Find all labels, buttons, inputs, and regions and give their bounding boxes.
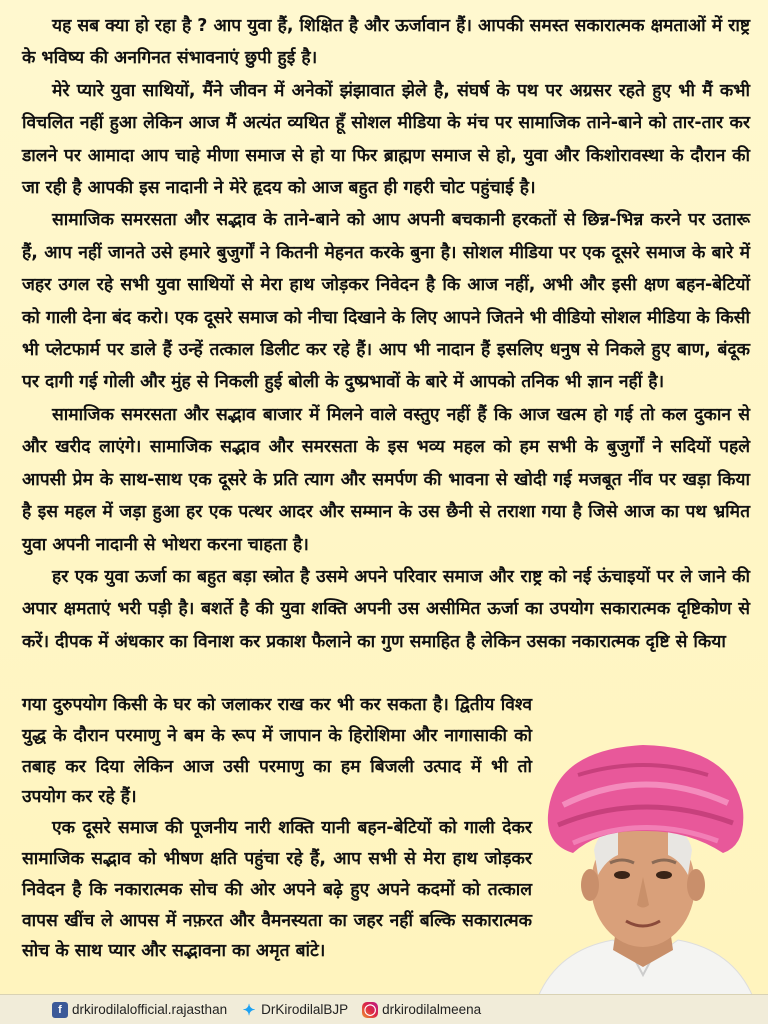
paragraph-5: हर एक युवा ऊर्जा का बहुत बड़ा स्त्रोत है उसमे अपने परिवार समाज और राष्ट्र को नई ऊंचाइयों पर ले जाने की अपार क्षमताएं भरी पड़ी है। बशर्ते है की युवा शक्ति अपनी उस असीमित ऊर्जा का उपयोग सकारात्मक दृष्टिकोण से करें। दीपक में अंधकार का विनाश कर प्रकाश फैलाने का गुण समाहित है लेकिन उसका नकारात्मक दृष्टि से किया — [22, 566, 750, 652]
paragraph-1: यह सब क्या हो रहा है ? आप युवा हैं, शिक्षित है और ऊर्जावान हैं। आपकी समस्त सकारात्मक क्षमताओं में राष्ट्र के भविष्य की अनगिनत संभावनाएं छुपी हुई है। — [22, 16, 750, 69]
instagram-icon: ◯ — [362, 1002, 378, 1018]
paragraph-6: गया दुरुपयोग किसी के घर को जलाकर राख कर भी कर सकता है। द्वितीय विश्व युद्ध के दौरान परमाणु ने बम के रूप में जापान के हिरोशिमा और नागासाकी को तबाह कर दिया लेकिन आज उसी परमाणु का हम बिजली उत्पाद में भी तो उपयोग कर रहे हैं। — [22, 695, 532, 808]
portrait-illustration — [518, 735, 768, 997]
paragraph-4: सामाजिक समरसता और सद्भाव बाजार में मिलने वाले वस्तुए नहीं हैं कि आज खत्म हो गई तो कल दुकान से और खरीद लाएंगे। सामाजिक सद्भाव और समरसता के इस भव्य महल को हम सभी के बुजुर्गों ने सदियों पहले आपसी प्रेम के साथ-साथ एक दूसरे के प्रति त्याग और समर्पण की भावना से खोदी गई मजबूत नींव पर खड़ा किया है इस महल में जड़ा हुआ हर एक पत्थर आदर और सम्मान के उस छैनी से तराशा गया है जिसे आज का पथ भ्रमित युवा अपनी नादानी से भोथरा करना चाहता है। — [22, 404, 750, 555]
twitter-handle-text: DrKirodilalBJP — [261, 1002, 349, 1017]
letter-body-bottom — [22, 690, 532, 967]
facebook-handle[interactable] — [52, 1002, 227, 1018]
facebook-handle-text: drkirodilalofficial.rajasthan — [72, 1002, 228, 1017]
portrait-image — [518, 735, 768, 997]
social-footer — [0, 994, 768, 1024]
paragraph-7: एक दूसरे समाज की पूजनीय नारी शक्ति यानी बहन-बेटियों को गाली देकर सामाजिक सद्भाव को भीषण क्षति पहुंचा रहे हैं, आप सभी से मेरा हाथ जोड़कर निवेदन है कि नकारात्मक सोच की ओर अपने बढ़े हुए अपने कदमों को तत्काल वापस खींच ले आपस में नफ़रत और वैमनस्यता का जहर नहीं बल्कि सकारात्मक सोच के साथ प्यार और सद्भावना का अमृत बांटे। — [22, 818, 532, 962]
paragraph-3: सामाजिक समरसता और सद्भाव के ताने-बाने को आप अपनी बचकानी हरकतों से छिन्न-भिन्न करने पर उतारू हैं, आप नहीं जानते उसे हमारे बुजुर्गों ने कितनी मेहनत करके बुना है। सोशल मीडिया पर एक दूसरे समाज के बारे में जहर उगल रहे सभी युवा साथियों से मेरा हाथ जोड़कर निवेदन है कि आज नहीं, अभी और इसी क्षण बहन-बेटियों को गाली देना बंद करो। एक दूसरे समाज को नीचा दिखाने के लिए आपने जितने भी वीडियो सोशल मीडिया के किसी भी प्लेटफार्म पर डाले हैं उन्हें तत्काल डिलीट कर रहे हैं। आप भी नादान हैं इसलिए धनुष से निकले हुए बाण, बंदूक पर दागी गई गोली और मुंह से निकली हुई बोली के दुष्प्रभावों के बारे में आपको तनिक भी ज्ञान नहीं है। — [22, 210, 750, 393]
twitter-handle[interactable] — [241, 1002, 348, 1018]
instagram-handle-text: drkirodilalmeena — [382, 1002, 482, 1017]
facebook-icon: f — [52, 1002, 68, 1018]
instagram-handle[interactable] — [362, 1002, 481, 1018]
letter-body-top — [22, 10, 750, 658]
paragraph-2: मेरे प्यारे युवा साथियों, मैंने जीवन में अनेकों झंझावात झेले है, संघर्ष के पथ पर अग्रसर रहते हुए भी मैं कभी विचलित नहीं हुआ लेकिन आज मैं अत्यंत व्यथित हूँ सोशल मीडिया के मंच पर सामाजिक ताने-बाने को तार-तार कर डालने पर आमादा आप चाहे मीणा समाज से हो या फिर ब्राह्मण समाज से हो, युवा और किशोरावस्था के दौरान की जा रही है आपकी इस नादानी ने मेरे हृदय को आज बहुत ही गहरी चोट पहुंचाई है। — [22, 80, 750, 199]
twitter-icon: ✦ — [242, 1001, 256, 1019]
